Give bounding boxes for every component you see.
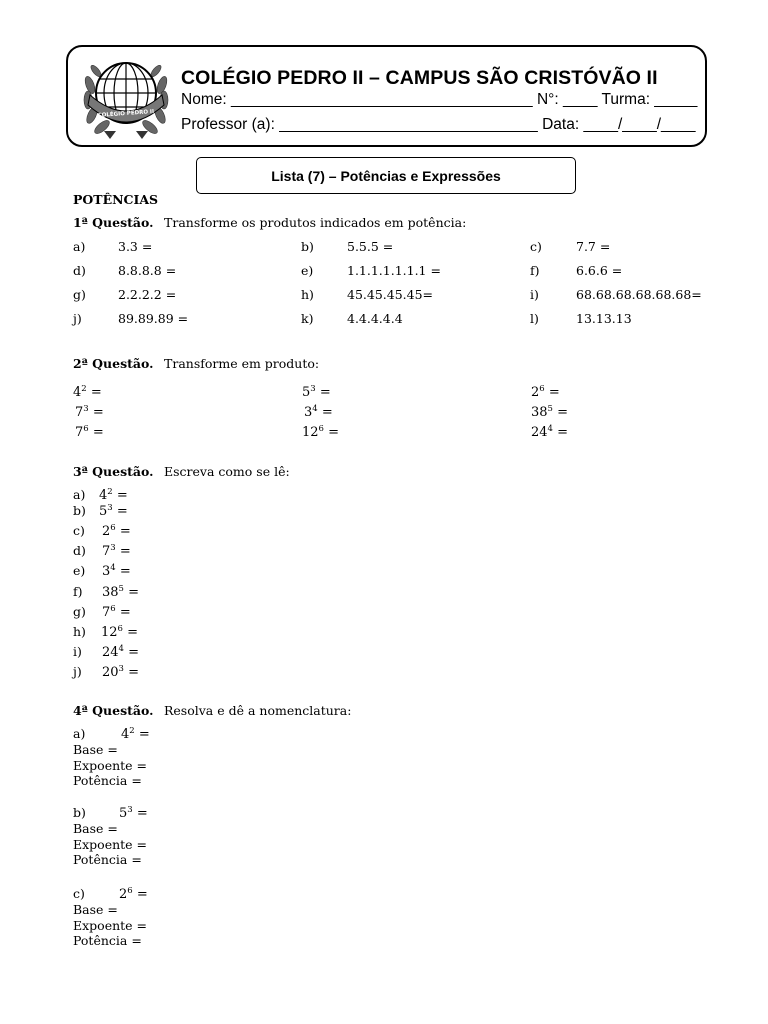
q4-item-letter: a) bbox=[73, 726, 86, 741]
power-equals: = bbox=[115, 564, 131, 579]
q1-item-expression: 6.6.6 = bbox=[576, 263, 623, 278]
q2-power-item bbox=[531, 406, 568, 419]
power-exponent: 6 bbox=[318, 424, 324, 434]
power-equals: = bbox=[115, 544, 131, 559]
q2-power-item bbox=[304, 406, 333, 419]
q1-item-expression: 89.89.89 = bbox=[118, 311, 189, 326]
power-exponent: 5 bbox=[547, 404, 553, 414]
list-title: Lista (7) – Potências e Expressões bbox=[196, 157, 576, 194]
q3-instruction: Escreva como se lê: bbox=[164, 464, 290, 479]
power-exponent: 6 bbox=[83, 424, 89, 434]
power-base: 5 bbox=[302, 385, 311, 400]
power-equals: = bbox=[123, 585, 139, 600]
power-equals: = bbox=[115, 605, 131, 620]
power-exponent: 3 bbox=[118, 664, 124, 674]
q1-item-letter: b) bbox=[301, 239, 314, 254]
seal-banner-text: COLÉGIO PEDRO II bbox=[97, 109, 155, 119]
power-base: 3 bbox=[304, 405, 313, 420]
q3-power-item bbox=[102, 525, 131, 538]
q1-item-expression: 68.68.68.68.68.68= bbox=[576, 287, 702, 302]
q3-power-item bbox=[99, 489, 128, 502]
q1-item-expression: 45.45.45.45= bbox=[347, 287, 434, 302]
q1-item-expression: 5.5.5 = bbox=[347, 239, 394, 254]
power-equals: = bbox=[544, 385, 560, 400]
q3-item-letter: a) bbox=[73, 487, 86, 502]
q1-item-letter: i) bbox=[530, 287, 539, 302]
q4-power-item bbox=[121, 728, 150, 741]
q3-item-letter: e) bbox=[73, 563, 86, 578]
q1-item-expression: 8.8.8.8 = bbox=[118, 263, 177, 278]
q4-base-label: Base = bbox=[73, 902, 118, 917]
power-base: 12 bbox=[302, 425, 319, 440]
power-equals: = bbox=[317, 405, 333, 420]
power-equals: = bbox=[552, 405, 568, 420]
q2-power-item bbox=[302, 386, 331, 399]
power-base: 24 bbox=[531, 425, 548, 440]
q1-item-expression: 13.13.13 bbox=[576, 311, 632, 326]
power-equals: = bbox=[132, 806, 148, 821]
power-base: 7 bbox=[102, 605, 111, 620]
power-equals: = bbox=[315, 385, 331, 400]
q4-power-item bbox=[119, 888, 148, 901]
power-exponent: 5 bbox=[118, 584, 124, 594]
power-equals: = bbox=[88, 405, 104, 420]
power-equals: = bbox=[122, 625, 138, 640]
power-equals: = bbox=[112, 504, 128, 519]
power-exponent: 4 bbox=[547, 424, 553, 434]
q1-item-expression: 4.4.4.4.4 bbox=[347, 311, 403, 326]
q1-item-letter: c) bbox=[530, 239, 542, 254]
q3-power-item bbox=[102, 565, 131, 578]
q2-instruction: Transforme em produto: bbox=[164, 356, 320, 371]
q4-power-item bbox=[119, 807, 148, 820]
power-exponent: 2 bbox=[107, 487, 113, 497]
q1-item-letter: e) bbox=[301, 263, 314, 278]
q1-item-letter: l) bbox=[530, 311, 539, 326]
q4-label: 4ª Questão. bbox=[73, 703, 154, 718]
q3-power-item bbox=[102, 545, 131, 558]
section-title: POTÊNCIAS bbox=[73, 192, 159, 207]
q1-item-letter: k) bbox=[301, 311, 314, 326]
q4-instruction: Resolva e dê a nomenclatura: bbox=[164, 703, 352, 718]
power-base: 20 bbox=[102, 665, 119, 680]
q3-item-letter: c) bbox=[73, 523, 85, 538]
power-equals: = bbox=[115, 524, 131, 539]
power-base: 24 bbox=[102, 645, 119, 660]
power-exponent: 4 bbox=[110, 563, 116, 573]
q3-power-item bbox=[101, 626, 138, 639]
q2-power-item bbox=[73, 386, 102, 399]
power-base: 7 bbox=[102, 544, 111, 559]
power-exponent: 2 bbox=[129, 726, 135, 736]
power-base: 2 bbox=[531, 385, 540, 400]
q1-item-expression: 3.3 = bbox=[118, 239, 153, 254]
power-exponent: 3 bbox=[110, 543, 116, 553]
q2-power-item bbox=[302, 426, 339, 439]
power-equals: = bbox=[552, 425, 568, 440]
power-exponent: 6 bbox=[127, 886, 133, 896]
q4-expoente-label: Expoente = bbox=[73, 918, 148, 933]
power-exponent: 3 bbox=[107, 503, 113, 513]
power-base: 3 bbox=[102, 564, 111, 579]
power-exponent: 6 bbox=[110, 523, 116, 533]
q1-item-expression: 1.1.1.1.1.1.1 = bbox=[347, 263, 441, 278]
q4-item-letter: b) bbox=[73, 805, 86, 820]
power-exponent: 6 bbox=[117, 624, 123, 634]
power-equals: = bbox=[123, 645, 139, 660]
q1-item-letter: j) bbox=[73, 311, 82, 326]
power-base: 4 bbox=[121, 727, 130, 742]
power-base: 12 bbox=[101, 625, 118, 640]
power-exponent: 4 bbox=[312, 404, 318, 414]
power-base: 5 bbox=[99, 504, 108, 519]
power-equals: = bbox=[86, 385, 102, 400]
power-exponent: 3 bbox=[83, 404, 89, 414]
name-line: Nome: ___________________________________ N°: ____ Turma: _____ bbox=[181, 91, 698, 108]
q3-power-item bbox=[102, 666, 139, 679]
power-base: 2 bbox=[102, 524, 111, 539]
q3-item-letter: h) bbox=[73, 624, 86, 639]
q3-item-letter: j) bbox=[73, 664, 82, 679]
power-equals: = bbox=[88, 425, 104, 440]
power-base: 38 bbox=[102, 585, 119, 600]
q3-power-item bbox=[102, 586, 139, 599]
power-exponent: 4 bbox=[118, 644, 124, 654]
q1-label: 1ª Questão. bbox=[73, 215, 154, 230]
power-base: 4 bbox=[99, 488, 108, 503]
power-base: 7 bbox=[75, 405, 84, 420]
header-box bbox=[66, 45, 707, 147]
power-equals: = bbox=[112, 488, 128, 503]
power-exponent: 3 bbox=[310, 384, 316, 394]
q3-power-item bbox=[102, 606, 131, 619]
q1-item-letter: g) bbox=[73, 287, 86, 302]
power-equals: = bbox=[134, 727, 150, 742]
q2-power-item bbox=[531, 386, 560, 399]
q1-item-letter: d) bbox=[73, 263, 86, 278]
school-title: COLÉGIO PEDRO II – CAMPUS SÃO CRISTÓVÃO II bbox=[181, 67, 658, 89]
school-seal-logo bbox=[80, 55, 172, 141]
power-equals: = bbox=[323, 425, 339, 440]
q1-item-expression: 2.2.2.2 = bbox=[118, 287, 177, 302]
q4-potencia-label: Potência = bbox=[73, 773, 142, 788]
q3-item-letter: g) bbox=[73, 604, 86, 619]
q1-item-letter: a) bbox=[73, 239, 86, 254]
q4-potencia-label: Potência = bbox=[73, 933, 142, 948]
power-exponent: 3 bbox=[127, 805, 133, 815]
power-base: 7 bbox=[75, 425, 84, 440]
q1-item-letter: h) bbox=[301, 287, 314, 302]
power-equals: = bbox=[132, 887, 148, 902]
q4-expoente-label: Expoente = bbox=[73, 837, 148, 852]
q3-power-item bbox=[102, 646, 139, 659]
q3-power-item bbox=[99, 505, 128, 518]
power-base: 5 bbox=[119, 806, 128, 821]
q3-item-letter: f) bbox=[73, 584, 83, 599]
power-exponent: 6 bbox=[110, 604, 116, 614]
q4-base-label: Base = bbox=[73, 821, 118, 836]
power-exponent: 2 bbox=[81, 384, 87, 394]
q1-instruction: Transforme os produtos indicados em potência: bbox=[164, 215, 467, 230]
q2-power-item bbox=[531, 426, 568, 439]
q4-potencia-label: Potência = bbox=[73, 852, 142, 867]
q1-item-expression: 7.7 = bbox=[576, 239, 611, 254]
q1-item-letter: f) bbox=[530, 263, 540, 278]
q4-base-label: Base = bbox=[73, 742, 118, 757]
q2-power-item bbox=[75, 426, 104, 439]
power-exponent: 6 bbox=[539, 384, 545, 394]
teacher-line: Professor (a): ______________________________ Data: ____/____/____ bbox=[181, 116, 696, 133]
q3-item-letter: b) bbox=[73, 503, 86, 518]
q3-item-letter: d) bbox=[73, 543, 86, 558]
power-base: 4 bbox=[73, 385, 82, 400]
power-base: 2 bbox=[119, 887, 128, 902]
q2-label: 2ª Questão. bbox=[73, 356, 154, 371]
q2-power-item bbox=[75, 406, 104, 419]
q3-item-letter: i) bbox=[73, 644, 82, 659]
power-base: 38 bbox=[531, 405, 548, 420]
q4-item-letter: c) bbox=[73, 886, 85, 901]
q4-expoente-label: Expoente = bbox=[73, 758, 148, 773]
power-equals: = bbox=[123, 665, 139, 680]
q3-label: 3ª Questão. bbox=[73, 464, 154, 479]
